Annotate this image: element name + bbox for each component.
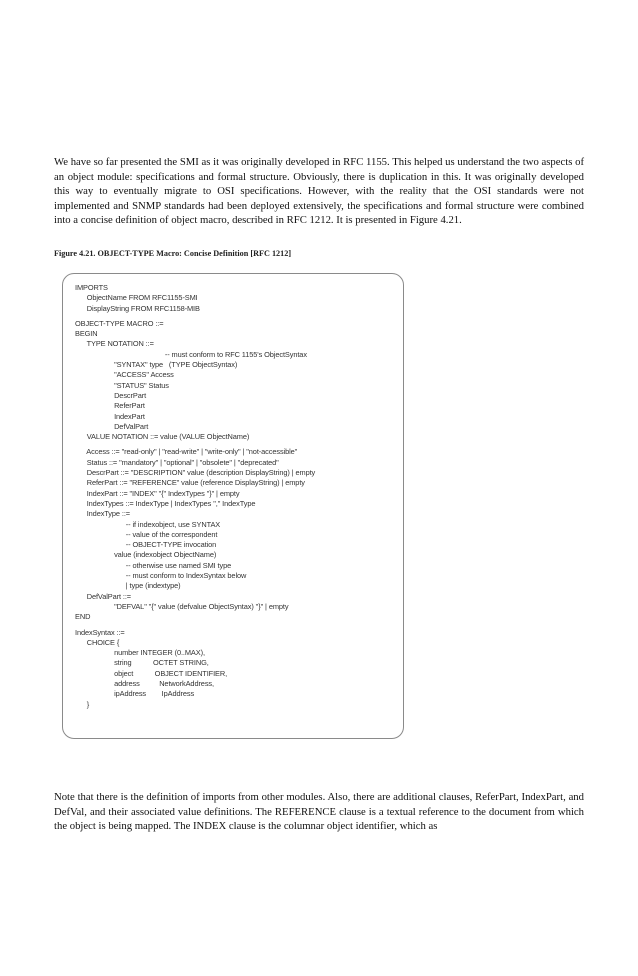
following-paragraph: Note that there is the definition of imports from other modules. Also, there are additional clauses, ReferPart, IndexPart, and DefVal, and their associated value definitions. The REFERENCE clause is a textual reference to the document from which the object is being mapped. The INDEX clause is the columnar object identifier, which as [54, 791, 584, 833]
figure-code-line: "STATUS" Status [75, 380, 169, 390]
figure-code-line: Status ::= "mandatory" | "optional" | "obsolete" | "deprecated" [75, 457, 279, 467]
figure-code-line: IMPORTS [75, 283, 108, 292]
figure-code-line: string OCTET STRING, [75, 658, 209, 668]
figure-code-line: IndexPart ::= "INDEX" "{" IndexTypes "}" | empty [75, 488, 240, 498]
figure-code-line: END [75, 612, 91, 622]
figure-code-line: IndexTypes ::= IndexType | IndexTypes "," IndexType [75, 498, 256, 508]
figure-code-line: OBJECT-TYPE MACRO ::= [75, 318, 164, 328]
figure-code-line: CHOICE { [75, 637, 120, 647]
figure-code-line: "SYNTAX" type (TYPE ObjectSyntax) [75, 360, 238, 370]
figure-code-line: DescrPart ::= "DESCRIPTION" value (description DisplayString) | empty [75, 468, 316, 478]
figure-code-line: -- value of the correspondent [75, 529, 218, 539]
figure-code-line: TYPE NOTATION ::= [75, 339, 154, 349]
figure-code-line: DescrPart [75, 390, 147, 400]
figure-code-line: ObjectName FROM RFC1155-SMI [75, 293, 198, 303]
figure-code-line: VALUE NOTATION ::= value (VALUE ObjectName) [75, 432, 250, 442]
figure-code-block [75, 283, 405, 710]
figure-code-line: DisplayString FROM RFC1158-MIB [75, 303, 200, 313]
figure-code-line: number INTEGER (0..MAX), [75, 648, 205, 658]
figure-code-line: DefValPart ::= [75, 591, 131, 601]
figure-code-line: ReferPart [75, 401, 145, 411]
figure-code-line: Access ::= "read-only" | "read-write" | "write-only" | "not-accessible" [75, 447, 298, 457]
figure-code-line: value (indexobject ObjectName) [75, 550, 217, 560]
figure-code-line: ipAddress IpAddress [75, 689, 195, 699]
figure-code-line: "ACCESS" Access [75, 370, 174, 380]
figure-code-line: DefValPart [75, 421, 149, 431]
figure-code-line: -- if indexobject, use SYNTAX [75, 519, 221, 529]
figure-code-line: address NetworkAddress, [75, 678, 214, 688]
figure-code-line: -- must conform to IndexSyntax below [75, 571, 247, 581]
intro-paragraph: We have so far presented the SMI as it was originally developed in RFC 1155. This helped us understand the two aspects of an object module: specifications and formal structure. Obviously, there is duplication in this. It was originally developed this way to eventually migrate to OSI specifications. However, with the reality that the OSI standards were not implemented and SNMP standards had been deployed extensively, the specifications and formal structure were combined into a concise definition of object macro, described in RFC 1212. It is presented in Figure 4.21. [54, 156, 584, 227]
figure-code-line: -- otherwise use named SMI type [75, 560, 232, 570]
figure-code-line: -- OBJECT-TYPE invocation [75, 540, 217, 550]
figure-code-line: BEGIN [75, 329, 98, 339]
figure-code-line: ReferPart ::= "REFERENCE" value (reference DisplayString) | empty [75, 478, 305, 488]
figure-code-line: | type (indextype) [75, 581, 181, 591]
figure-code-line: IndexSyntax ::= [75, 627, 125, 637]
figure-code-line: "DEFVAL" "{" value (defvalue ObjectSyntax) "}" | empty [75, 601, 289, 611]
figure-code-line: } [75, 699, 90, 709]
figure-code-line: object OBJECT IDENTIFIER, [75, 668, 228, 678]
figure-code-line: IndexType ::= [75, 509, 130, 519]
figure-code-line: -- must conform to RFC 1155's ObjectSyntax [75, 349, 307, 359]
figure-caption: Figure 4.21. OBJECT-TYPE Macro: Concise Definition [RFC 1212] [54, 249, 292, 258]
figure-code-line: IndexPart [75, 411, 145, 421]
